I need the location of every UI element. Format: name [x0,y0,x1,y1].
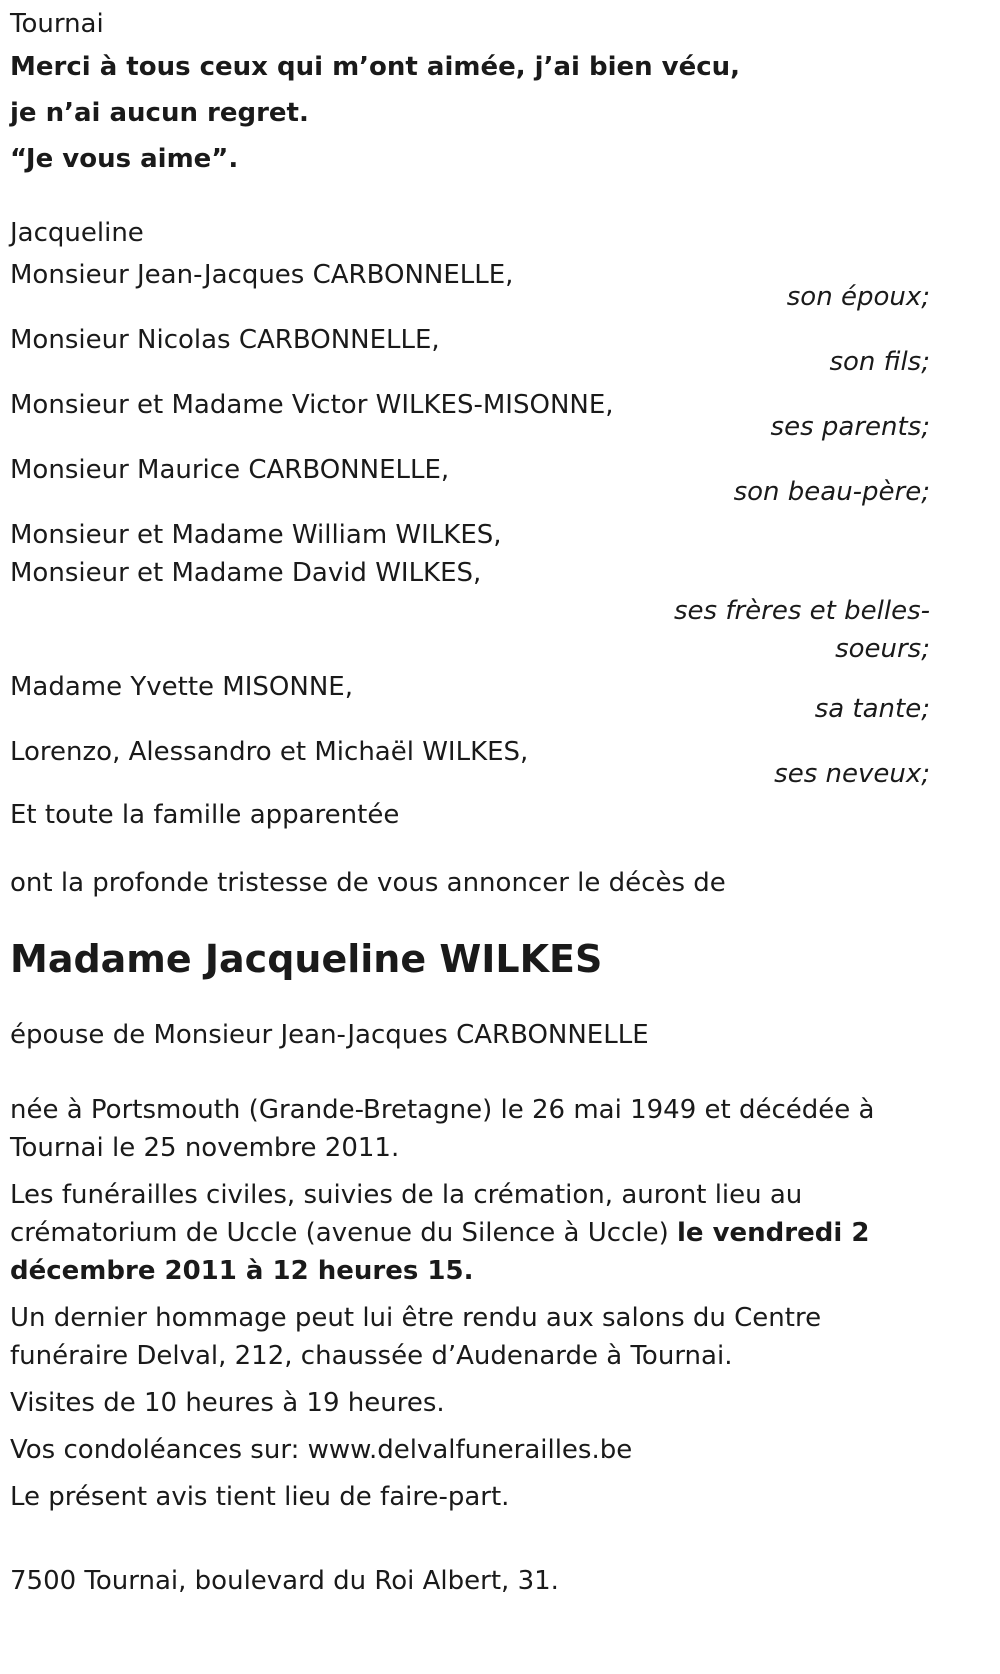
condolences: Vos condoléances sur: www.delvalfunerailles.be [10,1435,633,1465]
visits: Visites de 10 heures à 19 heures. [10,1388,445,1418]
family-names: Monsieur Maurice CARBONNELLE, [10,455,450,485]
family-relation: son fils; [829,347,930,377]
quote-line: “Je vous aime”. [10,144,239,174]
family-relation: ses frères et belles-soeurs; [673,596,930,664]
funeral-date: le vendredi 2 décembre 2011 à 12 heures 15. [10,1218,870,1286]
family-names: Lorenzo, Alessandro et Michaël WILKES, [10,737,529,767]
family-relation: sa tante; [814,694,930,724]
family-entry [10,516,930,668]
funeral-info [10,1176,930,1290]
family-relation: son époux; [786,282,930,312]
family-entry [10,451,930,511]
family-list [10,256,930,793]
family-names: Monsieur et Madame William WILKES, [10,520,502,550]
signature: Jacqueline [10,218,144,248]
family-relation: ses parents; [770,412,930,442]
tribute: Un dernier hommage peut lui être rendu aux salons du Centre funéraire Delval, 212, chaussée d’Audenarde à Tournai. [10,1303,822,1371]
family-entry [10,386,930,446]
family-entry [10,321,930,381]
location: Tournai [10,9,104,39]
address: 7500 Tournai, boulevard du Roi Albert, 31. [10,1566,559,1596]
family-closing: Et toute la famille apparentée [10,800,400,830]
quote-line: Merci à tous ceux qui m’ont aimée, j’ai bien vécu, [10,52,741,82]
family-names: Madame Yvette MISONNE, [10,672,353,702]
family-names: Monsieur et Madame Victor WILKES-MISONNE, [10,390,614,420]
family-entry [10,668,930,728]
funeral-text: Les funérailles civiles, suivies de la crémation, auront lieu au crématorium de Uccle (avenue du Silence à Uccle) [10,1180,803,1248]
quote-line: je n’ai aucun regret. [10,98,309,128]
quote [10,44,930,182]
obituary-notice [10,4,930,1601]
spouse-line: épouse de Monsieur Jean-Jacques CARBONNELLE [10,1020,649,1050]
family-names: Monsieur Nicolas CARBONNELLE, [10,325,440,355]
family-names: Monsieur Jean-Jacques CARBONNELLE, [10,260,514,290]
family-entry [10,256,930,316]
notice: Le présent avis tient lieu de faire-part. [10,1482,510,1512]
family-names: Monsieur et Madame David WILKES, [10,558,482,588]
family-entry [10,733,930,793]
family-relation: ses neveux; [774,759,930,789]
announcement: ont la profonde tristesse de vous annoncer le décès de [10,868,726,898]
deceased-name: Madame Jacqueline WILKES [10,937,603,981]
family-relation: son beau-père; [733,477,930,507]
birth-death: née à Portsmouth (Grande-Bretagne) le 26 mai 1949 et décédée à Tournai le 25 novembre 2011. [10,1095,875,1163]
